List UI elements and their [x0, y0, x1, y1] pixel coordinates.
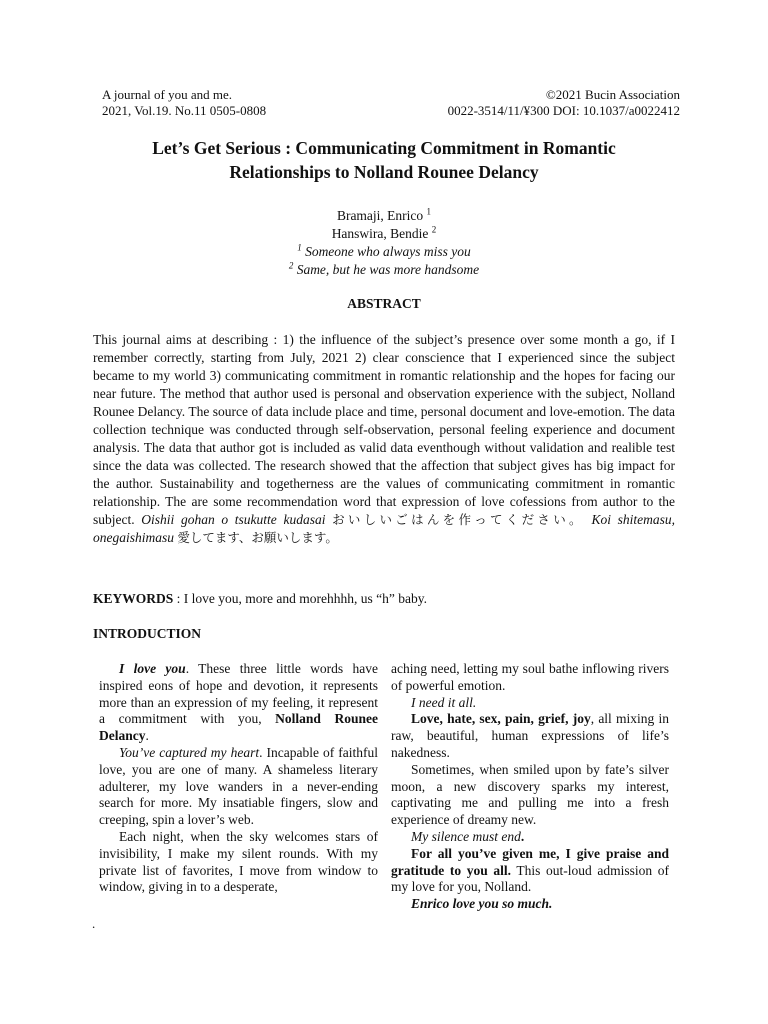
abstract-body: This journal aims at describing : 1) the influence of the subject’s presence over some month a go, if I remember correctly, starting from July, 2021 2) clear conscience that I experienced since the subject became to my world 3) communicating commitment in romantic relationship and the hopes for facing our near future. The method that author used is personal and observation experience with the subject, Nolland Rounee Delancy. The source of data include place and time, personal document and love-emotion. The data collection technique was conducted through self-observation, personal feeling experience and document analysis. The data that author got is included as valid data eventhough without validation and realible test since the data was collected. The research showed that the affection that subject gives has big impact for the author. Sustainability and togetherness are the values of communicating commitment in romantic relationship. The are some recommendation word that expression of love cofessions from author to the subject. Oishii gohan o tsukutte kudasai おいしいごはんを作ってください。 Koi shitemasu, onegaishimasu 愛してます、お願いします。 — [93, 332, 675, 545]
author-block — [100, 207, 668, 279]
journal-header-right — [448, 87, 680, 119]
journal-name: A journal of you and me. — [102, 87, 232, 102]
introduction-heading: INTRODUCTION — [93, 626, 202, 641]
romaji-phrase-1: Oishii gohan o tsukutte kudasai — [141, 512, 326, 527]
journal-volume: 2021, Vol.19. No.11 0505-0808 — [102, 103, 267, 118]
paragraph: Enrico love you so much. — [411, 896, 553, 912]
author-1: Bramaji, Enrico $^1$ — [336, 206, 432, 223]
romaji-phrase-2: Koi shitemasu, onegaishimasu — [93, 512, 675, 545]
paragraph: I need it all. — [411, 694, 477, 710]
abstract-heading: ABSTRACT — [347, 296, 421, 311]
paper-title — [80, 136, 688, 184]
paragraph: My silence must end. — [411, 828, 525, 844]
journal-header-left — [102, 87, 266, 119]
title-line-2: Relationships to Nolland Rounee Delancy — [229, 162, 539, 182]
paragraph: aching need, letting my soul bathe inflowing rivers of powerful emotion. — [391, 661, 669, 693]
intro-column-left — [99, 661, 378, 896]
title-line-1: Let’s Get Serious : Communicating Commitment in Romantic — [152, 138, 616, 158]
copyright-line: ©2021 Bucin Association — [545, 87, 680, 102]
footer-mark: . — [92, 916, 96, 931]
author-2: Hanswira, Bendie $^2$ — [331, 224, 437, 241]
intro-column-right — [391, 661, 669, 913]
japanese-phrase-2: 愛してます、お願いします。 — [177, 530, 338, 545]
keywords-text: : I love you, more and morehhhh, us “h” baby. — [173, 591, 427, 606]
affiliation-2: $^2$ Same, but he was more handsome — [288, 260, 480, 277]
paragraph: Love, hate, sex, pain, grief, joy, all mixing in raw, beautiful, human expressions of life’s nakedness. — [391, 711, 670, 760]
paragraph: Sometimes, when smiled upon by fate’s silver moon, a new discovery sparks my interest, captivating me and pulling me into a fresh experience of dreamy new. — [391, 761, 669, 828]
paragraph: You’ve captured my heart. Incapable of faithful love, you are one of many. A shameless literary adulterer, my love wanders in a never-ending search for more. My insatiable fingers, slow and creeping, spin a lover’s web. — [99, 744, 378, 828]
doi-line: 0022-3514/11/¥300 DOI: 10.1037/a0022412 — [447, 103, 680, 118]
keywords-label: KEYWORDS — [93, 591, 174, 606]
japanese-phrase-1: おいしいごはんを作ってください。 — [332, 512, 585, 527]
keywords-line — [93, 590, 427, 608]
paragraph: For all you’ve given me, I give praise and gratitude to you all. This out-loud admission of my love for you, Nolland. — [391, 845, 669, 895]
paragraph: Each night, when the sky welcomes stars of invisibility, I make my silent rounds. With my private list of favorites, I move from window to window, giving in to a desperate, — [99, 828, 378, 895]
paragraph: I love you. These three little words have inspired eons of hope and devotion, it represents more than an expression of my feeling, it represent a commitment with you, Nolland Rounee Delancy. — [99, 661, 378, 744]
affiliation-1: $^1$ Someone who always miss you — [297, 242, 471, 259]
